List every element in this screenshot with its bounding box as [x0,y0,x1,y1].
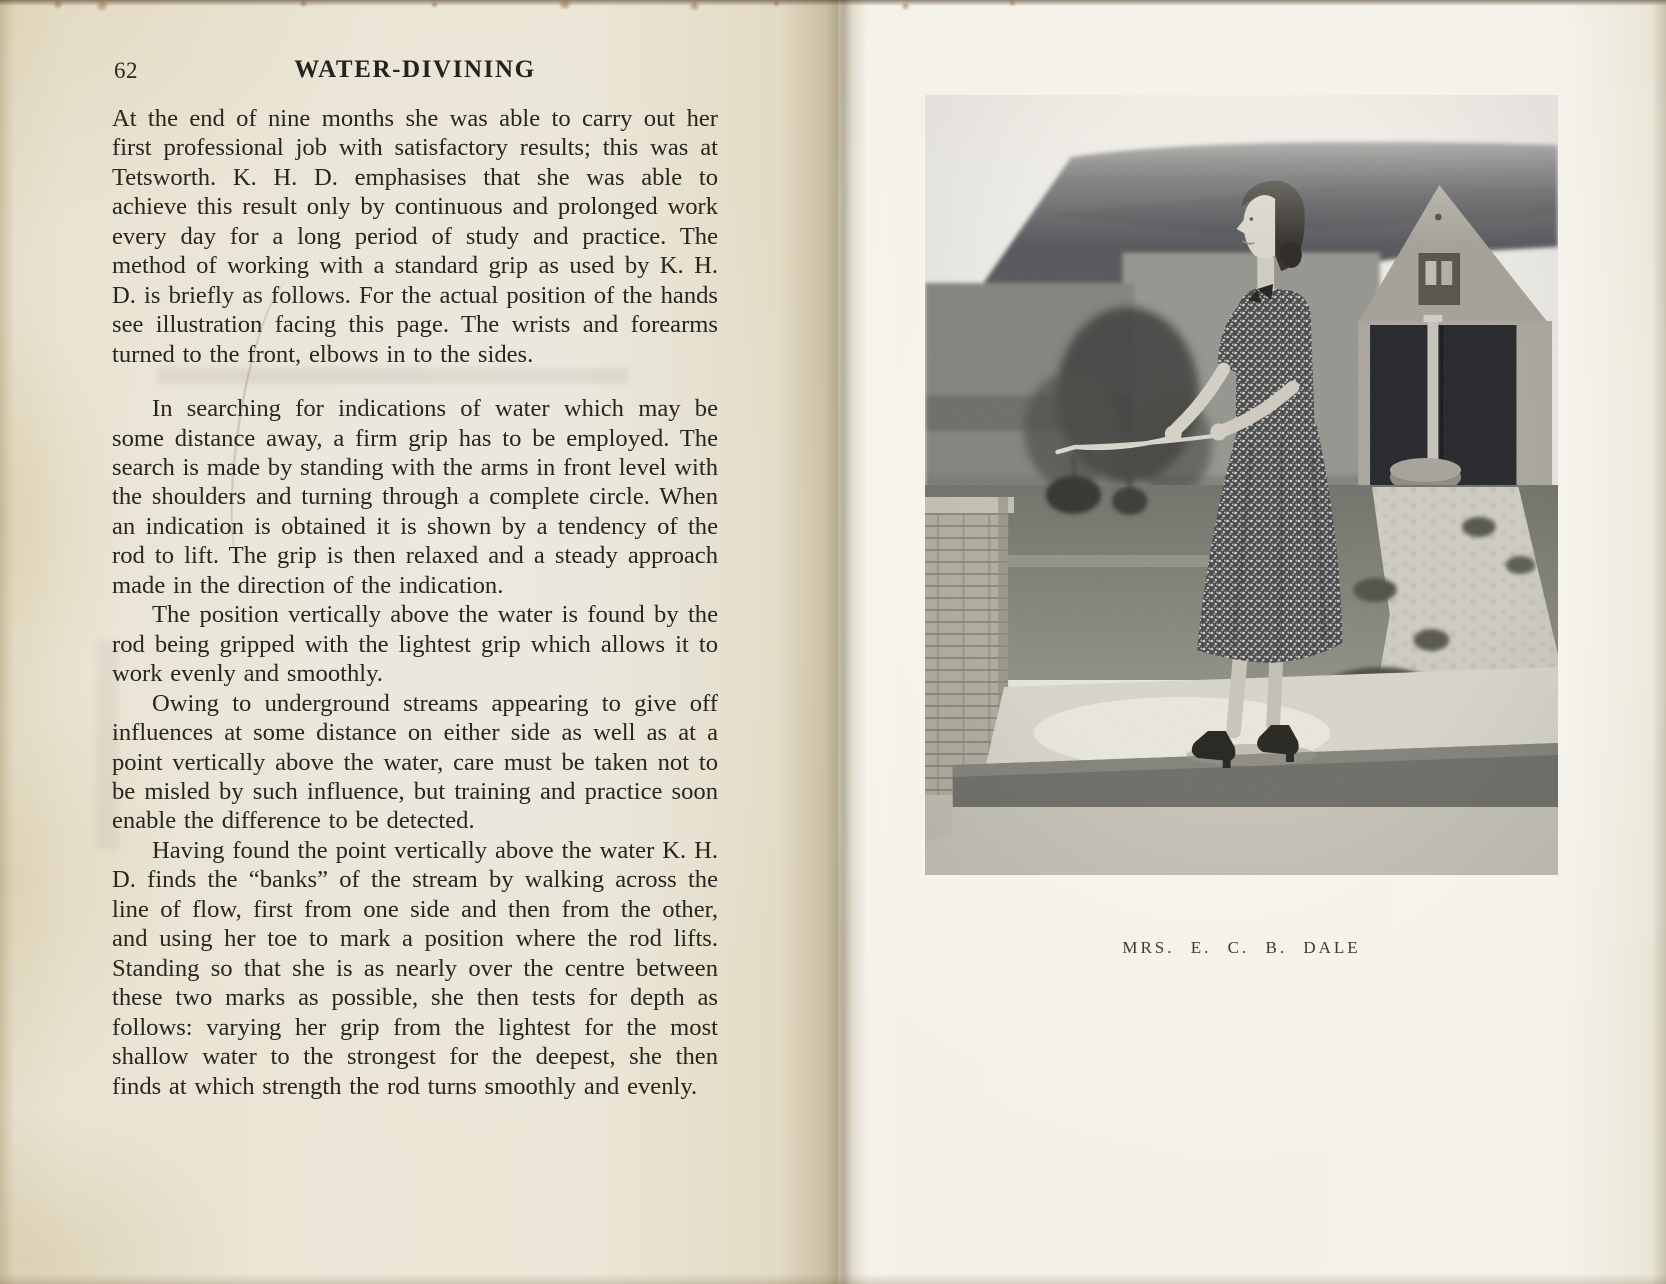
paragraph-5: Having found the point vertically above the water K. H. D. finds the “banks” of the stream by walking across the line of flow, first from one side and then from the other, and using her toe to mark a position where the rod lifts. Standing so that she is as nearly over the centre between these two marks as possible, she then tests for depth as follows: varying her grip from the lightest for the most shallow water to the strongest for the deepest, she then finds at which strength the rod turns smoothly and evenly. [112,836,718,1100]
foxing-spot [556,0,574,9]
foxing-spot [688,1,701,11]
plate-photo-art [925,95,1558,875]
body-text [112,104,718,1101]
paragraph-2: In searching for indications of water which may be some distance away, a firm grip has to be employed. The search is made by standing with the arms in front level with the shoulders and turning through a complete circle. When an indication is obtained it is shown by a tendency of the rod to lift. The grip is then relaxed and a steady approach made in the direction of the indication. [112,395,718,599]
plate-photo [925,95,1558,875]
foxing-spot [1008,0,1017,6]
page-number: 62 [114,58,138,83]
page-edge-shade [0,0,14,1284]
foxing-spot [94,0,110,11]
paragraph-3: The position vertically above the water is found by the rod being gripped with the lightest grip which allows it to work evenly and smoothly. [112,601,718,688]
foxing-spot [430,1,439,8]
scan-right-edge [1652,0,1666,1284]
running-title: WATER-DIVINING [294,56,536,83]
photo-grain [925,95,1558,875]
photo-caption: MRS. E. C. B. DALE [1122,938,1361,957]
scan-bottom-edge [0,1274,1666,1284]
foxing-spot [298,0,309,7]
foxing-spot [900,2,911,10]
foxing-spot [52,0,64,9]
paragraph-4: Owing to underground streams appearing to give off influences at some distance on either side as well as at a point vertically above the water, care must be taken not to be misled by such influence, but training and practice soon enable the difference to be detected. [112,689,718,835]
paragraph-1: At the end of nine months she was able to carry out her first professional job with satisfactory results; this was at Tetsworth. K. H. D. emphasises that she was able to achieve this result only by continuous and prolonged work every day for a long period of study and practice. The method of working with a standard grip as used by K. H. D. is briefly as follows. For the actual position of the hands see illustration facing this page. The wrists and forearms turned to the front, elbows in to the sides. [112,105,718,368]
foxing-spot [772,0,781,7]
scan-top-edge [0,0,1666,6]
right-page [838,0,1666,1284]
